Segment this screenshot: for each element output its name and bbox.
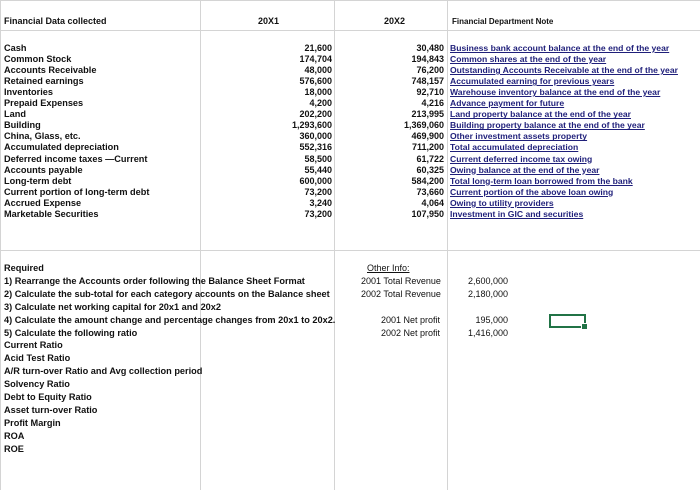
value-20x2: 92,710: [416, 87, 444, 98]
required-item: 3) Calculate net working capital for 20x1 and 20x2: [4, 301, 222, 312]
header-note: Financial Department Note: [452, 17, 554, 26]
account-name: Common Stock: [4, 54, 72, 65]
selected-cell[interactable]: [549, 314, 586, 328]
account-name: Marketable Securities: [4, 208, 99, 219]
other-info-label: 2002 Net profit: [381, 328, 441, 338]
other-info-label: 2001 Net profit: [381, 315, 441, 325]
value-20x2: 748,157: [411, 76, 444, 87]
value-20x1: 576,600: [299, 76, 332, 87]
financial-note: Outstanding Accounts Receivable at the end of the year: [450, 65, 678, 76]
value-20x2: 4,064: [421, 197, 444, 208]
value-20x2: 4,216: [421, 98, 444, 109]
required-item: Asset turn-over Ratio: [4, 404, 98, 415]
account-name: Accrued Expense: [4, 197, 82, 208]
value-20x1: 174,704: [299, 54, 332, 65]
other-info-value: 2,180,000: [467, 289, 508, 299]
value-20x2: 60,325: [416, 164, 444, 175]
financial-note: Accumulated earning for previous years: [450, 76, 615, 87]
required-item: Solvency Ratio: [4, 379, 70, 390]
account-name: Land: [4, 109, 26, 120]
account-name: Accounts Receivable: [4, 65, 97, 76]
required-item: Current Ratio: [4, 340, 63, 351]
column-divider: [200, 0, 201, 490]
financial-note: Advance payment for future: [450, 98, 565, 109]
required-item: Profit Margin: [4, 417, 61, 428]
value-20x2: 61,722: [416, 153, 444, 164]
header-20x1: 20X1: [258, 16, 280, 26]
account-name: Retained earnings: [4, 76, 84, 87]
account-name: Accumulated depreciation: [4, 142, 119, 153]
value-20x2: 711,200: [411, 142, 444, 153]
required-item: 1) Rearrange the Accounts order following the Balance Sheet Format: [4, 275, 305, 286]
account-name: Accounts payable: [4, 164, 83, 175]
required-item: ROE: [4, 443, 24, 454]
value-20x1: 600,000: [299, 175, 332, 186]
value-20x2: 194,843: [411, 54, 444, 65]
required-item: Acid Test Ratio: [4, 353, 71, 364]
account-name: Cash: [4, 43, 27, 53]
row-divider: [0, 30, 700, 31]
value-20x1: 552,316: [299, 142, 332, 153]
value-20x1: 360,000: [299, 131, 332, 142]
value-20x2: 469,900: [411, 131, 444, 142]
required-item: Debt to Equity Ratio: [4, 392, 92, 402]
other-info-label: 2002 Total Revenue: [361, 289, 441, 299]
financial-note: Warehouse inventory balance at the end of the year: [450, 87, 661, 98]
value-20x1: 3,240: [309, 197, 332, 208]
account-name: China, Glass, etc.: [4, 131, 81, 142]
header-financial-data: Financial Data collected: [4, 16, 107, 26]
financial-note: Investment in GIC and securities: [450, 208, 584, 219]
account-name: Long-term debt: [4, 175, 72, 186]
value-20x2: 1,369,060: [403, 120, 444, 131]
value-20x2: 30,480: [416, 43, 444, 53]
account-name: Prepaid Expenses: [4, 98, 84, 109]
required-item: 5) Calculate the following ratio: [4, 327, 138, 338]
required-item: 2) Calculate the sub-total for each category accounts on the Balance sheet: [4, 288, 330, 299]
other-info-value: 2,600,000: [467, 276, 508, 286]
value-20x1: 73,200: [304, 208, 332, 219]
financial-note: Owing to utility providers: [450, 197, 554, 208]
value-20x1: 48,000: [304, 65, 332, 76]
value-20x1: 73,200: [304, 186, 332, 197]
value-20x1: 1,293,600: [291, 120, 332, 131]
financial-note: Land property balance at the end of the year: [450, 109, 631, 120]
value-20x2: 584,200: [411, 175, 444, 186]
financial-note: Business bank account balance at the end of the year: [450, 43, 670, 53]
financial-note: Building property balance at the end of the year: [450, 120, 645, 131]
column-divider: [0, 0, 1, 490]
required-item: ROA: [4, 430, 25, 441]
financial-note: Common shares at the end of the year: [450, 54, 607, 65]
account-name: Current portion of long-term debt: [4, 186, 150, 197]
value-20x1: 202,200: [299, 109, 332, 120]
row-divider: [0, 0, 700, 1]
other-info-value: 1,416,000: [467, 328, 508, 338]
financial-note: Current deferred income tax owing: [450, 153, 593, 164]
value-20x1: 58,500: [304, 153, 332, 164]
account-name: Deferred income taxes —Current: [4, 153, 148, 164]
other-info-value: 195,000: [475, 315, 508, 325]
value-20x1: 18,000: [304, 87, 332, 98]
required-item: A/R turn-over Ratio and Avg collection period: [4, 366, 203, 377]
other-info-label: 2001 Total Revenue: [361, 276, 441, 286]
value-20x2: 76,200: [416, 65, 444, 76]
value-20x2: 213,995: [411, 109, 444, 120]
required-title: Required: [4, 263, 44, 273]
value-20x1: 55,440: [304, 164, 332, 175]
financial-note: Other investment assets property: [450, 131, 588, 142]
account-name: Inventories: [4, 87, 54, 98]
financial-note: Owing balance at the end of the year: [450, 164, 600, 175]
value-20x2: 73,660: [416, 186, 444, 197]
header-20x2: 20X2: [384, 16, 406, 26]
financial-note: Total long-term loan borrowed from the bank: [450, 175, 633, 186]
value-20x1: 21,600: [304, 43, 332, 53]
financial-note: Total accumulated depreciation: [450, 142, 579, 153]
row-divider: [0, 250, 700, 251]
column-divider: [334, 0, 335, 490]
required-item: 4) Calculate the amount change and percentage changes from 20x1 to 20x2.: [4, 314, 336, 325]
value-20x1: 4,200: [309, 98, 332, 109]
value-20x2: 107,950: [411, 208, 444, 219]
financial-note: Current portion of the above loan owing: [450, 186, 614, 197]
column-divider: [447, 0, 448, 490]
other-info-title: Other Info:: [367, 263, 410, 273]
account-name: Building: [4, 120, 41, 131]
